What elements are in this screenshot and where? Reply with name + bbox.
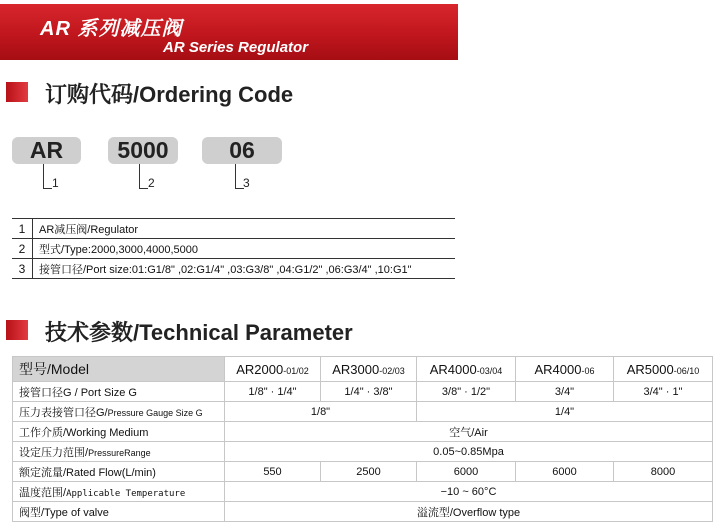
ordering-code-table	[12, 218, 455, 279]
header-model-cell	[225, 357, 321, 382]
model-name: AR4000	[429, 361, 477, 377]
row-label-cn: 压力表接管口径G/	[19, 406, 108, 419]
row-label: 阀型/Type of valve	[13, 502, 225, 522]
table-row-medium	[13, 422, 713, 442]
row-label-cn: 温度范围/	[19, 486, 67, 499]
model-suffix: -03/04	[476, 365, 503, 376]
row-label-en: Applicable Temperature	[66, 488, 186, 499]
header-model-cell	[321, 357, 417, 382]
banner-title-en: AR Series Regulator	[163, 39, 309, 56]
row-label-cn: 设定压力范围/	[19, 446, 89, 459]
table-cell: 3/4"	[516, 382, 614, 402]
table-row-temperature	[13, 482, 713, 502]
table-cell: 3/8" · 1/2"	[417, 382, 516, 402]
header-model-cell	[614, 357, 713, 382]
code-number-3: 3	[243, 176, 250, 190]
row-label: 额定流量/Rated Flow(L/min)	[13, 462, 225, 482]
banner-title-cn: AR 系列减压阀	[40, 18, 183, 40]
technical-parameter-table	[12, 356, 713, 522]
ordering-heading: 订购代码/Ordering Code	[45, 82, 294, 107]
code-box-port: 06	[202, 137, 282, 164]
ordering-row	[12, 219, 455, 239]
model-suffix: -02/03	[379, 365, 405, 376]
code-number-1: 1	[52, 176, 59, 190]
model-name: AR5000	[626, 361, 674, 377]
ordering-row-index: 2	[12, 239, 33, 259]
row-label-en: PressureRange	[88, 447, 151, 458]
table-cell: 溢流型/Overflow type	[225, 502, 713, 522]
table-row-port-size	[13, 382, 713, 402]
table-cell: 1/4"	[417, 402, 713, 422]
model-suffix: -01/02	[283, 365, 309, 376]
table-cell: −10 ~ 60°C	[225, 482, 713, 502]
table-cell: 2500	[321, 462, 417, 482]
row-label: 工作介质/Working Medium	[13, 422, 225, 442]
table-cell: 空气/Air	[225, 422, 713, 442]
table-cell: 1/4" · 3/8"	[321, 382, 417, 402]
technical-heading: 技术参数/Technical Parameter	[45, 320, 353, 345]
code-leader-1	[43, 164, 52, 189]
header-model-cell	[516, 357, 614, 382]
table-row-rated-flow	[13, 462, 713, 482]
ordering-row-index: 3	[12, 259, 33, 279]
section-marker-ordering	[6, 82, 28, 102]
table-row-valve-type	[13, 502, 713, 522]
ordering-row-index: 1	[12, 219, 33, 239]
row-label	[13, 402, 225, 422]
row-label	[13, 442, 225, 462]
code-number-2: 2	[148, 176, 155, 190]
table-row-gauge-size	[13, 402, 713, 422]
table-cell: 6000	[417, 462, 516, 482]
model-name: AR4000	[534, 361, 582, 377]
table-cell: 3/4" · 1"	[614, 382, 713, 402]
code-box-type: 5000	[108, 137, 178, 164]
row-label-en: Pressure Gauge Size G	[107, 407, 203, 418]
header-model-cell	[417, 357, 516, 382]
row-label	[13, 482, 225, 502]
model-suffix: -06	[581, 365, 595, 376]
table-cell: 550	[225, 462, 321, 482]
header-model-label: 型号/Model	[13, 357, 225, 382]
model-name: AR3000	[332, 361, 380, 377]
code-leader-2	[139, 164, 148, 189]
section-marker-technical	[6, 320, 28, 340]
table-cell: 1/8"	[225, 402, 417, 422]
model-name: AR2000	[236, 361, 284, 377]
code-box-series: AR	[12, 137, 81, 164]
ordering-row-text: AR减压阀/Regulator	[33, 219, 456, 239]
table-cell: 1/8" · 1/4"	[225, 382, 321, 402]
ordering-row	[12, 239, 455, 259]
ordering-row-text: 型式/Type:2000,3000,4000,5000	[33, 239, 456, 259]
header-banner	[0, 4, 458, 60]
table-row-pressure-range	[13, 442, 713, 462]
ordering-row	[12, 259, 455, 279]
table-header-row	[13, 357, 713, 382]
table-cell: 6000	[516, 462, 614, 482]
ordering-row-text: 接管口径/Port size:01:G1/8" ,02:G1/4" ,03:G3/8" ,04:G1/2" ,06:G3/4" ,10:G1"	[33, 259, 456, 279]
table-cell: 0.05~0.85Mpa	[225, 442, 713, 462]
table-cell: 8000	[614, 462, 713, 482]
row-label: 接管口径G / Port Size G	[13, 382, 225, 402]
model-suffix: -06/10	[673, 365, 700, 376]
